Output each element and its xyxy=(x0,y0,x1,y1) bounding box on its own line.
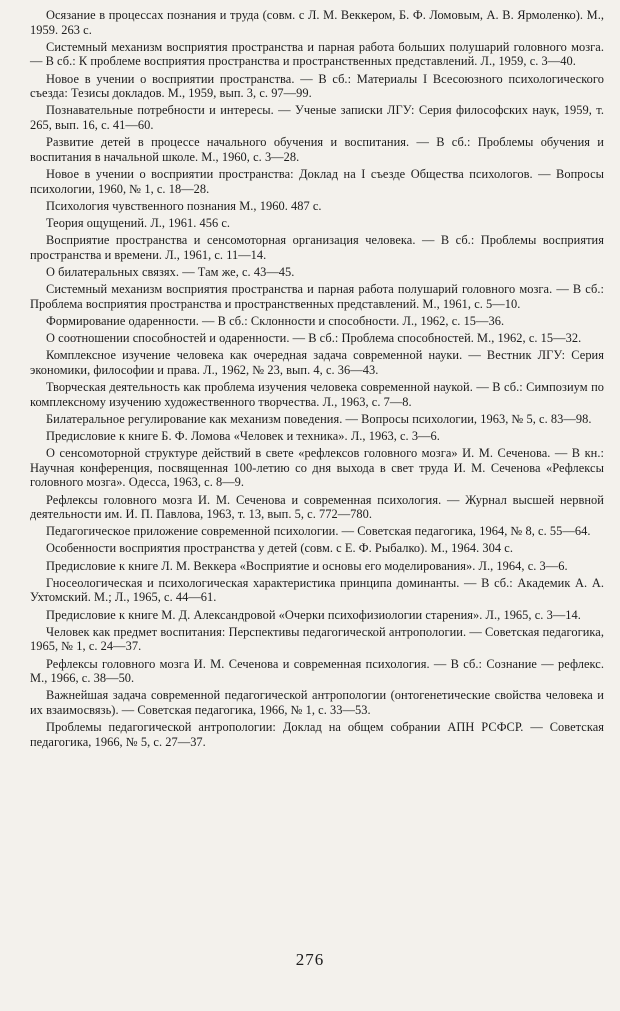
bibliography-entry: Психология чувственного познания М., 1960. 487 с. xyxy=(46,198,322,213)
bibliography-entry: О билатеральных связях. — Там же, с. 43—45. xyxy=(46,264,295,279)
bibliography-entry: Теория ощущений. Л., 1961. 456 с. xyxy=(46,215,231,230)
bibliography-entry: Педагогическое приложение современной психологии. — Советская педагогика, 1964, № 8, с. 55—64. xyxy=(46,524,591,539)
bibliography-entry: Творческая деятельность как проблема изучения человека современной наукой. — В сб.: Симпозиум по комплексному изучению художественного творчества. Л., 1963, с. 7—8. xyxy=(30,379,604,409)
bibliography-entry: Важнейшая задача современной педагогической антропологии (онтогенетические свойства человека и их взаимосвязь). — Советская педагогика, 1966, № 1, с. 33—53. xyxy=(30,688,604,717)
bibliography-entry: Комплексное изучение человека как очередная задача современной науки. — Вестник ЛГУ: Серия экономики, философии и права. Л., 1962, № 23, вып. 4, с. 36—43. xyxy=(30,348,604,377)
bibliography-entry: Предисловие к книге Л. М. Веккера «Восприятие и основы его моделирования». Л., 1964, с. 3—6. xyxy=(46,558,568,573)
bibliography-list xyxy=(30,8,604,749)
bibliography-entry: Формирование одаренности. — В сб.: Склонности и способности. Л., 1962, с. 15—36. xyxy=(46,313,505,328)
page-number: 276 xyxy=(295,950,325,969)
bibliography-entry: Гносеологическая и психологическая характеристика принципа доминанты. — В сб.: Академик А. А. Ухтомский. М.; Л., 1965, с. 44—61. xyxy=(30,575,604,605)
bibliography-entry: Системный механизм восприятия пространства и парная работа больших полушарий головного мозга. — В сб.: К проблеме восприятия пространства и пространственных представлений. Л., 1959, с. 3—40. xyxy=(30,39,604,69)
bibliography-entry: Развитие детей в процессе начального обучения и воспитания. — В сб.: Проблемы обучения и воспитания в начальной школе. М., 1960, с. 3—28. xyxy=(30,135,604,164)
bibliography-entry: Особенности восприятия пространства у детей (совм. с Е. Ф. Рыбалко). М., 1964. 304 с. xyxy=(46,541,513,556)
bibliography-entry: Билатеральное регулирование как механизм поведения. — Вопросы психологии, 1963, № 5, с. 83—98. xyxy=(46,411,592,426)
bibliography-entry: Познавательные потребности и интересы. — Ученые записки ЛГУ: Серия философских наук, 1959, т. 265, вып. 16, с. 41—60. xyxy=(30,103,604,132)
bibliography-entry: Рефлексы головного мозга И. М. Сеченова и современная психология. — В сб.: Сознание — рефлекс. М., 1966, с. 38—50. xyxy=(30,656,604,686)
bibliography-entry: О сенсомоторной структуре действий в свете «рефлексов головного мозга» И. М. Сеченова. — В кн.: Научная конференция, посвященная 100-летию со дня выхода в свет труда И. М. Сеченова «Рефлексы головного мозга». Одесса, 1963, с. 8—9. xyxy=(30,446,604,490)
bibliography-entry: Предисловие к книге М. Д. Александровой «Очерки психофизиологии старения». Л., 1965, с. 3—14. xyxy=(46,607,581,622)
bibliography-entry: Восприятие пространства и сенсомоторная организация человека. — В сб.: Проблемы восприятия пространства и времени. Л., 1961, с. 11—14. xyxy=(30,233,604,262)
bibliography-entry: Новое в учении о восприятии пространства: Доклад на I съезде Общества психологов. — Вопросы психологии, 1960, № 1, с. 18—28. xyxy=(30,166,604,196)
bibliography-entry: Проблемы педагогической антропологии: Доклад на общем собрании АПН РСФСР. — Советская педагогика, 1966, № 5, с. 27—37. xyxy=(30,720,604,749)
bibliography-entry: Осязание в процессах познания и труда (совм. с Л. М. Веккером, Б. Ф. Ломовым, А. В. Ярмоленко). М., 1959. 263 с. xyxy=(30,8,604,37)
bibliography-entry: Человек как предмет воспитания: Перспективы педагогической антропологии. — Советская педагогика, 1965, № 1, с. 24—37. xyxy=(30,624,604,654)
bibliography-entry: Предисловие к книге Б. Ф. Ломова «Человек и техника». Л., 1963, с. 3—6. xyxy=(46,428,440,443)
bibliography-entry: Рефлексы головного мозга И. М. Сеченова и современная психология. — Журнал высшей нервной деятельности им. И. П. Павлова, 1963, т. 13, вып. 5, с. 772—780. xyxy=(30,492,604,522)
bibliography-entry: Системный механизм восприятия пространства и парная работа полушарий головного мозга. — В сб.: Проблема восприятия пространства и пространственных представлений. М., 1961, с. 5—10. xyxy=(30,282,604,311)
bibliography-entry: О соотношении способностей и одаренности. — В сб.: Проблема способностей. М., 1962, с. 15—32. xyxy=(46,331,582,345)
bibliography-entry: Новое в учении о восприятии пространства. — В сб.: Материалы I Всесоюзного психологического съезда: Тезисы докладов. М., 1959, вып. 3, с. 97—99. xyxy=(30,71,604,101)
